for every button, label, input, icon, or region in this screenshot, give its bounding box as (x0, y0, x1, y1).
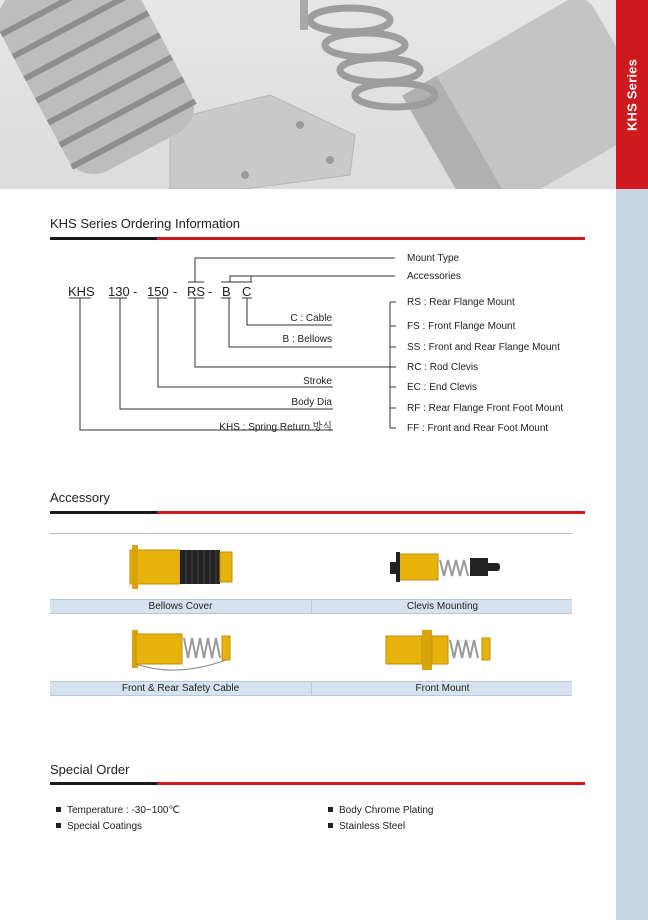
shock-absorber-photo (0, 0, 616, 189)
ordering-title: KHS Series Ordering Information (50, 216, 241, 231)
accessory-caption-row-2 (50, 681, 572, 696)
header-photo (0, 0, 616, 189)
side-panel (616, 189, 648, 920)
accessory-title: Accessory (50, 490, 110, 505)
label-stroke: Stroke (303, 376, 332, 387)
front-mount-image (386, 630, 490, 670)
accessory-caption-row-1 (50, 599, 572, 614)
accessory-rule (50, 511, 585, 514)
code-khs: KHS (68, 284, 95, 299)
bullet-icon (328, 823, 333, 828)
special-order-item-label: Special Coatings (67, 821, 143, 832)
special-order-item-label: Body Chrome Plating (339, 805, 434, 816)
code-dash-1: - (133, 284, 138, 299)
code-body-dia: 130 (108, 284, 130, 299)
code-dash-2: - (173, 284, 178, 299)
special-order-rule (50, 782, 585, 785)
code-accessory-c: C (242, 284, 252, 299)
mount-option: SS : Front and Rear Flange Mount (407, 342, 560, 353)
label-bellows: B : Bellows (282, 334, 332, 345)
bullet-icon (328, 807, 333, 812)
accessory-images-row-1 (50, 540, 572, 600)
bellows-cover-image (130, 545, 232, 589)
safety-cable-image (132, 630, 230, 670)
special-order-item (56, 805, 180, 816)
label-mount-type: Mount Type (407, 253, 460, 264)
code-mount: RS (187, 284, 206, 299)
label-cable: C : Cable (290, 313, 332, 324)
code-dash-3: - (208, 284, 213, 299)
special-order-item (328, 821, 405, 832)
code-stroke: 150 (147, 284, 169, 299)
clevis-mounting-image (390, 552, 500, 582)
mount-option: RC : Rod Clevis (407, 362, 479, 373)
special-order-item-label: Temperature : -30~100℃ (67, 805, 180, 816)
caption-front-mount: Front Mount (415, 683, 470, 694)
bullet-icon (56, 823, 61, 828)
special-order-title: Special Order (50, 762, 130, 777)
mount-option: EC : End Clevis (407, 382, 478, 393)
caption-bellows-cover: Bellows Cover (148, 601, 213, 612)
series-side-tab-label: KHS Series (624, 58, 640, 132)
label-khs: KHS : Spring Return 방식 (219, 422, 332, 433)
mount-option: RF : Rear Flange Front Foot Mount (407, 403, 564, 414)
bullet-icon (56, 807, 61, 812)
accessory-grid-line (50, 533, 572, 534)
special-order-item (56, 821, 142, 832)
accessory-images-row-2 (50, 622, 572, 680)
mount-option: RS : Rear Flange Mount (407, 297, 515, 308)
label-accessories: Accessories (407, 271, 461, 282)
caption-safety-cable: Front & Rear Safety Cable (121, 683, 240, 694)
mount-option: FS : Front Flange Mount (407, 321, 516, 332)
label-body-dia: Body Dia (291, 397, 332, 408)
mount-option: FF : Front and Rear Foot Mount (407, 423, 549, 434)
code-accessory-b: B (222, 284, 231, 299)
special-order-item-label: Stainless Steel (339, 821, 406, 832)
series-side-tab (616, 0, 648, 189)
ordering-rule (50, 237, 585, 240)
special-order-item (328, 805, 434, 816)
caption-clevis-mounting: Clevis Mounting (406, 601, 479, 612)
